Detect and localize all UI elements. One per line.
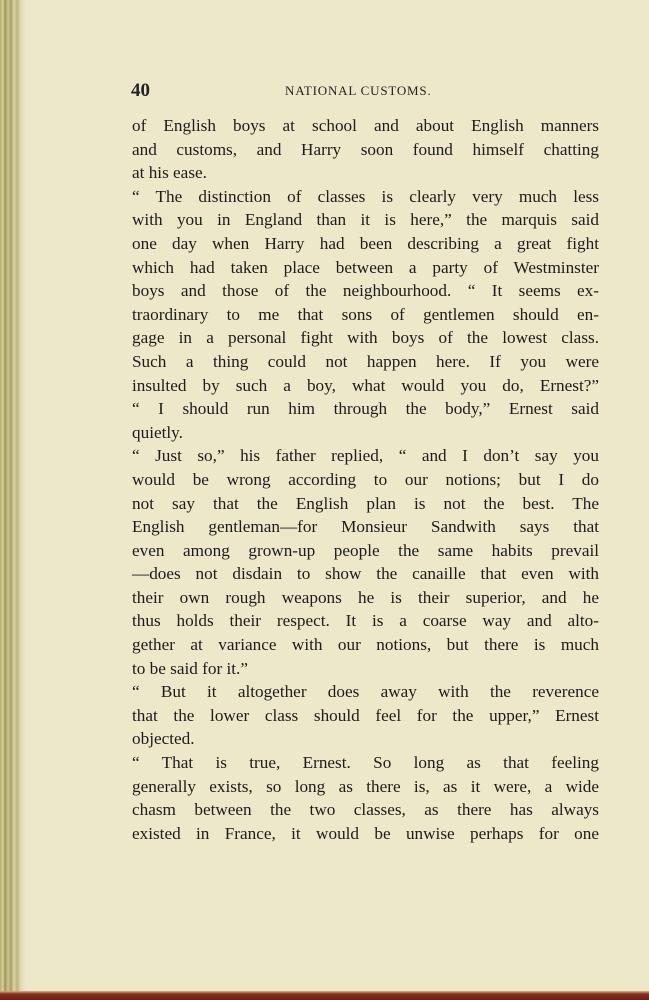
text-line: Such a thing could not happen here. If you were — [132, 351, 599, 371]
text-line: traordinary to me that sons of gentlemen should en- — [132, 304, 599, 324]
text-line: gether at variance with our notions, but there is much — [132, 635, 599, 655]
text-line: quietly. — [132, 422, 183, 442]
text-line: “ I should run him through the body,” Ernest said — [132, 399, 599, 419]
text-line: and customs, and Harry soon found himself chatting — [132, 139, 599, 159]
text-line: at his ease. — [132, 163, 207, 183]
text-line: that the lower class should feel for the upper,” Ernest — [132, 705, 599, 725]
text-line: objected. — [132, 729, 195, 749]
text-line: of English boys at school and about English manners — [132, 116, 599, 135]
text-line: even among grown-up people the same habits prevail — [132, 540, 599, 560]
text-line: generally exists, so long as there is, as it were, a wide — [132, 776, 599, 796]
text-line: “ The distinction of classes is clearly very much less — [132, 186, 599, 206]
running-title: NATIONAL CUSTOMS. — [285, 83, 432, 98]
text-line: thus holds their respect. It is a coarse way and alto- — [132, 611, 599, 631]
text-line: with you in England than it is here,” the marquis said — [132, 210, 599, 230]
text-line: —does not disdain to show the canaille that even with — [132, 564, 599, 584]
text-line: English gentleman—for Monsieur Sandwith says that — [132, 517, 599, 537]
text-line: “ Just so,” his father replied, “ and I don’t say you — [132, 446, 599, 466]
text-line: not say that the English plan is not the best. The — [132, 493, 599, 513]
text-line: gage in a personal fight with boys of the lowest class. — [132, 328, 599, 348]
text-line: “ But it altogether does away with the reverence — [132, 682, 599, 702]
text-line: “ That is true, Ernest. So long as that feeling — [132, 753, 599, 773]
text-line: existed in France, it would be unwise perhaps for one — [132, 823, 599, 843]
text-line: boys and those of the neighbourhood. “ It seems ex- — [132, 281, 599, 301]
text-line: which had taken place between a party of Westminster — [132, 257, 599, 277]
page-header — [131, 80, 599, 104]
text-line: their own rough weapons he is their superior, and he — [132, 587, 599, 607]
text-line: chasm between the two classes, as there has always — [132, 800, 599, 820]
text-line: insulted by such a boy, what would you do, Ernest?” — [132, 375, 599, 395]
body-text — [132, 114, 599, 845]
text-line: would be wrong according to our notions; but I do — [132, 469, 599, 489]
page-number: 40 — [131, 80, 150, 101]
text-line: to be said for it.” — [132, 658, 248, 678]
text-line: one day when Harry had been describing a great fight — [132, 233, 599, 253]
